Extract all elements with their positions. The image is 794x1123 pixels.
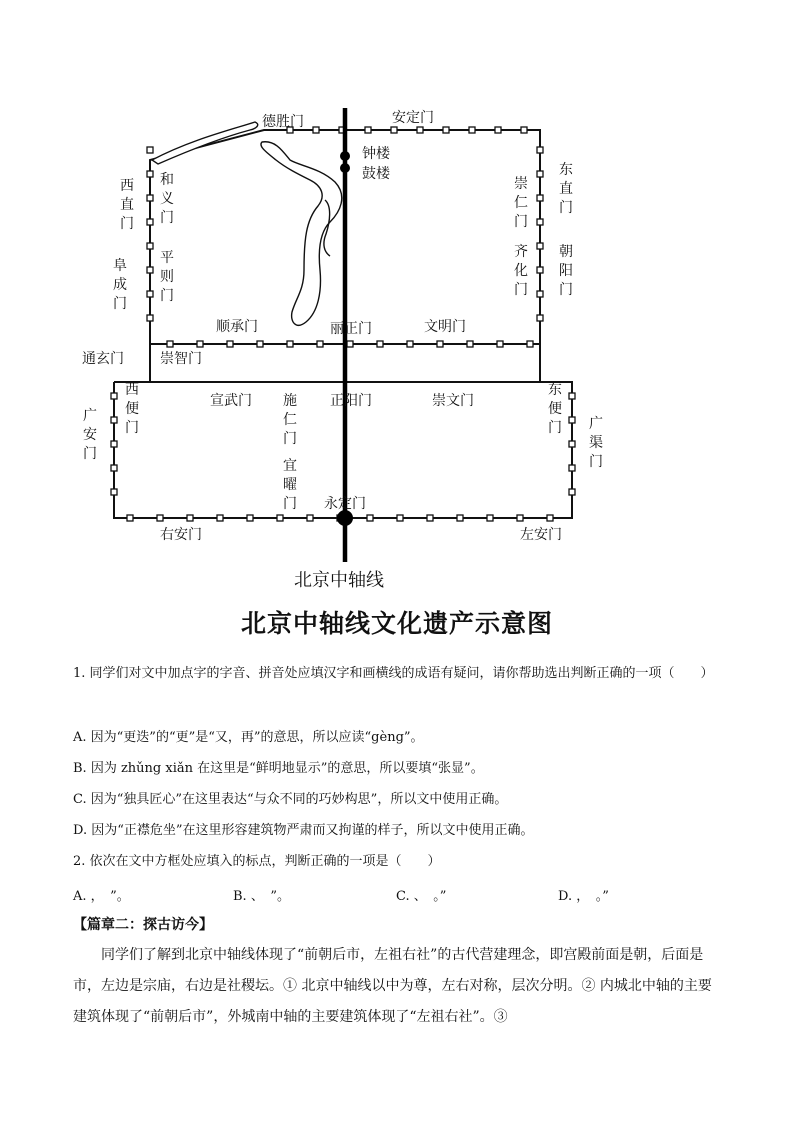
wall-bastion (277, 515, 283, 521)
wall-bastion (197, 341, 203, 347)
gate-shunchengmen: 顺承门 (216, 319, 258, 335)
gate-youanmen: 右安门 (160, 527, 202, 543)
gate-wenmingmen: 文明门 (424, 319, 466, 335)
section-heading: 【篇章二：探古访今】 (73, 917, 213, 933)
wall-bastion (147, 219, 153, 225)
gate-xuanwumen: 宣武门 (210, 393, 252, 409)
wall-bastion (537, 315, 543, 321)
wall-bastion (569, 393, 575, 399)
gate-tongxuanmen: 通玄门 (82, 351, 124, 367)
wall-bastion (227, 341, 233, 347)
wall-bastion (517, 515, 523, 521)
wall-bastion (457, 515, 463, 521)
question-2-option-b: B. 、 ”。 (233, 889, 290, 904)
wall-bastion (111, 393, 117, 399)
wall-bastion (495, 127, 501, 133)
wall-bastion (537, 171, 543, 177)
gate-chongwenmen: 崇文门 (432, 393, 474, 409)
wall-bastion (147, 195, 153, 201)
wall-bastion (537, 195, 543, 201)
bell-tower-dot (340, 151, 350, 161)
gate-zuoanmen: 左安门 (520, 527, 562, 543)
gate-heyimen: 和义门 (160, 172, 174, 226)
paragraph-line-3: 建筑体现了“前朝后市”，外城南中轴的主要建筑体现了“左祖右社”。③ (73, 1009, 508, 1025)
wall-bastion (111, 417, 117, 423)
wall-bastion (467, 341, 473, 347)
question-2-option-c: C. 、 。” (396, 889, 447, 904)
gate-yiyaomen: 宜曜门 (283, 458, 297, 512)
wall-bastion (417, 127, 423, 133)
wall-bastion (313, 127, 319, 133)
wall-bastion (569, 489, 575, 495)
gate-xibianmen: 西便门 (125, 382, 139, 436)
gate-zhengyangmen: 正阳门 (330, 393, 372, 409)
wall-bastion (407, 341, 413, 347)
gate-chaoyangmen: 朝阳门 (559, 244, 573, 298)
map-title: 北京中轴线文化遗产示意图 (240, 609, 553, 638)
wall-bastion (147, 267, 153, 273)
wall-bastion (347, 341, 353, 347)
wall-bastion (469, 127, 475, 133)
gate-qihuamen: 齐化门 (514, 244, 528, 298)
drum-tower-dot (340, 163, 350, 173)
question-2-stem: 2. 依次在文中方框处应填入的标点，判断正确的一项是（ ） (73, 854, 441, 869)
gate-fuchengmen: 阜成门 (113, 258, 127, 312)
wall-bastion (569, 441, 575, 447)
question-2-option-d: D. ， 。” (558, 889, 609, 904)
wall-bastion (537, 147, 543, 153)
wall-bastion (187, 515, 193, 521)
wall-bastion (377, 341, 383, 347)
wall-bastion (537, 243, 543, 249)
question-1-option-d: D. 因为“正襟危坐”在这里形容建筑物严肃而又拘谨的样子，所以文中使用正确。 (73, 823, 534, 838)
wall-bastion (537, 219, 543, 225)
wall-bastion (443, 127, 449, 133)
wall-bastion (317, 341, 323, 347)
wall-bastion (127, 515, 133, 521)
gate-guangqumen: 广渠门 (589, 416, 603, 470)
wall-bastion (547, 515, 553, 521)
wall-bastion (147, 291, 153, 297)
question-2-option-a: A. ， ”。 (73, 889, 130, 904)
label-zhonglou: 钟楼 (362, 146, 390, 162)
gate-lizhengmen: 丽正门 (330, 321, 372, 337)
gate-guanganmen: 广安门 (83, 408, 97, 462)
paragraph-line-1: 同学们了解到北京中轴线体现了“前朝后市，左祖右社”的古代营建理念，即宫殿前面是朝，后面是 (101, 947, 704, 963)
wall-bastion (527, 341, 533, 347)
question-1-stem: 1. 同学们对文中加点字的字音、拼音处应填汉字和画横线的成语有疑问，请你帮助选出判断正确的一项（ ） (73, 666, 714, 681)
wall-bastion (111, 441, 117, 447)
wall-bastion (157, 515, 163, 521)
paragraph-line-2: 市，左边是宗庙，右边是社稷坛。① 北京中轴线以中为尊，左右对称，层次分明。② 内城北中轴的主要 (73, 978, 712, 994)
wall-bastion (397, 515, 403, 521)
gate-deshengmen: 德胜门 (262, 114, 304, 130)
question-1-option-b: B. 因为 zhǔng xiǎn 在这里是“鲜明地显示”的意思，所以要填“张显”。 (73, 761, 484, 776)
gate-shirenmen: 施仁门 (283, 393, 297, 447)
wall-bastion (487, 515, 493, 521)
wall-bastion (365, 127, 371, 133)
wall-bastion (537, 267, 543, 273)
wall-bastion (521, 127, 527, 133)
question-1-option-a: A. 因为“更迭”的“更”是“又，再”的意思，所以应读“gèng”。 (73, 730, 424, 745)
wall-bastion (167, 341, 173, 347)
wall-bastion (257, 341, 263, 347)
gate-pingzemen: 平则门 (160, 250, 174, 304)
wall-bastion (147, 147, 153, 153)
wall-bastion (391, 127, 397, 133)
wall-bastion (367, 515, 373, 521)
wall-bastion (569, 465, 575, 471)
gate-dongzhimen: 东直门 (559, 162, 573, 216)
wall-bastion (287, 341, 293, 347)
wall-bastion (427, 515, 433, 521)
wall-bastion (111, 489, 117, 495)
gate-chongrenmen: 崇仁门 (514, 176, 528, 230)
wall-bastion (537, 291, 543, 297)
gate-chongzhimen: 崇智门 (160, 351, 202, 367)
wall-bastion (497, 341, 503, 347)
wall-bastion (111, 465, 117, 471)
wall-bastion (437, 341, 443, 347)
question-1-option-c: C. 因为“独具匠心”在这里表达“与众不同的巧妙构思”，所以文中使用正确。 (73, 792, 508, 807)
wall-bastion (217, 515, 223, 521)
wall-bastion (147, 315, 153, 321)
wall-bastion (307, 515, 313, 521)
wall-bastion (147, 243, 153, 249)
gate-andingmen: 安定门 (392, 110, 434, 126)
gate-dongbianmen: 东便门 (548, 382, 562, 436)
yongdingmen-dot (337, 510, 353, 526)
wall-bastion (247, 515, 253, 521)
axis-label: 北京中轴线 (294, 570, 384, 591)
gate-xizhimen: 西直门 (120, 178, 134, 232)
wall-bastion (147, 171, 153, 177)
wall-bastion (569, 417, 575, 423)
gate-yongdingmen: 永定门 (324, 496, 366, 512)
lake-shape (152, 122, 342, 325)
label-gulou: 鼓楼 (362, 166, 390, 182)
